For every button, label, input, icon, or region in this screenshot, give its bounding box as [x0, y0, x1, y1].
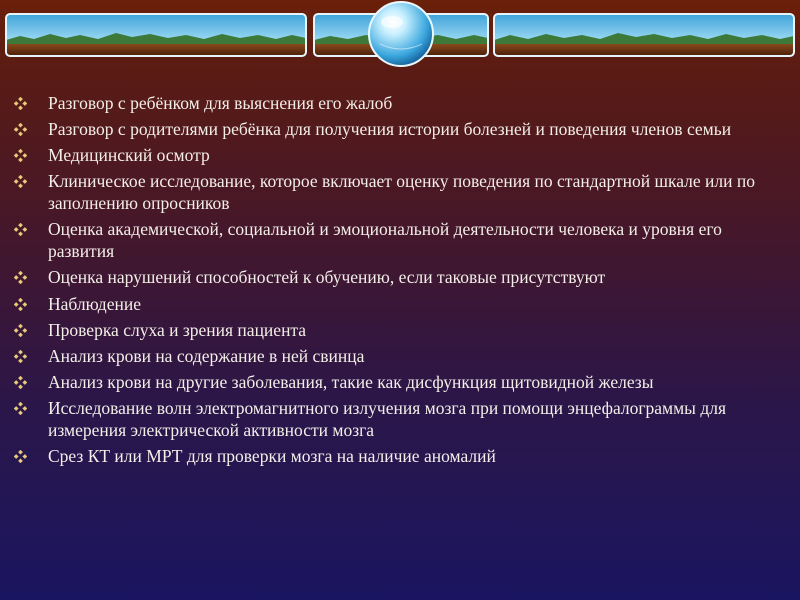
landscape-banner	[0, 0, 800, 80]
diamond-cluster-icon	[14, 123, 27, 136]
diamond-cluster-icon	[14, 223, 27, 236]
bullet-item	[0, 345, 800, 367]
diamond-cluster-icon	[14, 97, 27, 110]
bullet-item	[0, 218, 800, 262]
bullet-text: Оценка нарушений способностей к обучению, если таковые присутствуют	[48, 267, 606, 288]
diamond-cluster-icon	[14, 376, 27, 389]
bullet-text: Разговор с родителями ребёнка для получения истории болезней и поведения членов семьи	[48, 119, 732, 140]
bullet-item	[0, 170, 800, 214]
bullet-item	[0, 371, 800, 393]
bullet-text: Медицинский осмотр	[48, 145, 210, 166]
bullet-list	[0, 92, 800, 471]
bullet-item	[0, 144, 800, 166]
diamond-cluster-icon	[14, 149, 27, 162]
bullet-item	[0, 266, 800, 288]
bullet-item	[0, 293, 800, 315]
bullet-text: Исследование волн электромагнитного излучения мозга при помощи энцефалограммы для измерения электрической активности мозга	[48, 397, 727, 440]
diamond-cluster-icon	[14, 450, 27, 463]
bullet-text: Анализ крови на другие заболевания, такие как дисфункция щитовидной железы	[48, 371, 654, 392]
bullet-item	[0, 92, 800, 114]
diamond-cluster-icon	[14, 271, 27, 284]
bullet-text: Оценка академической, социальной и эмоциональной деятельности человека и уровня его развития	[48, 219, 722, 262]
globe-icon	[369, 2, 433, 66]
bullet-text: Наблюдение	[48, 293, 141, 314]
bullet-text: Проверка слуха и зрения пациента	[48, 319, 307, 340]
bullet-text: Клиническое исследование, которое включает оценку поведения по стандартной шкале или по заполнению опросников	[48, 171, 755, 214]
banner-panel-left	[6, 14, 306, 56]
diamond-cluster-icon	[14, 350, 27, 363]
bullet-text: Разговор с ребёнком для выяснения его жалоб	[48, 93, 393, 113]
diamond-cluster-icon	[14, 298, 27, 311]
bullet-item	[0, 397, 800, 441]
diamond-cluster-icon	[14, 175, 27, 188]
bullet-item	[0, 118, 800, 140]
bullet-text: Анализ крови на содержание в ней свинца	[48, 345, 365, 366]
diamond-cluster-icon	[14, 402, 27, 415]
bullet-text: Срез КТ или МРТ для проверки мозга на наличие аномалий	[48, 446, 496, 467]
diamond-cluster-icon	[14, 324, 27, 337]
banner-panel-right	[494, 14, 794, 56]
bullet-item	[0, 319, 800, 341]
bullet-item	[0, 445, 800, 467]
